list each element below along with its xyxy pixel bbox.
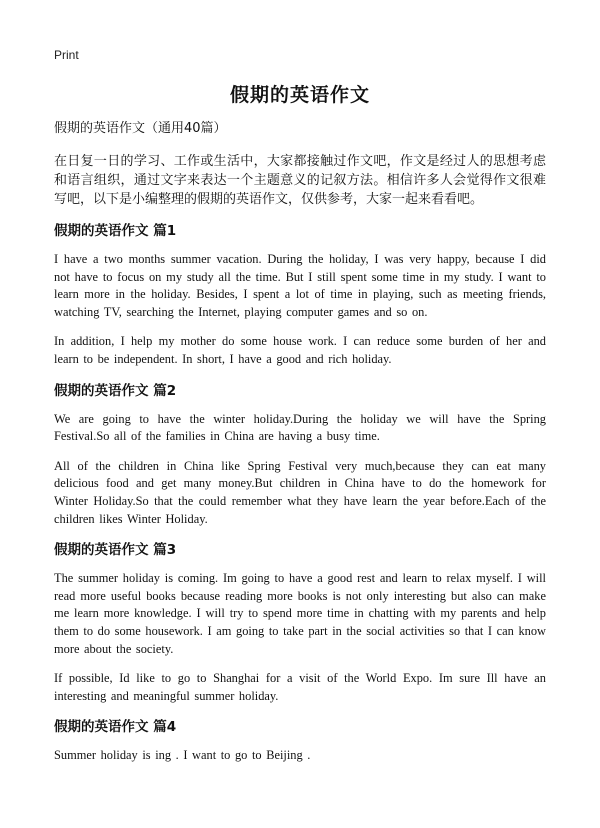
essay-section-4 bbox=[54, 717, 546, 765]
essay-paragraph: Summer holiday is ing . I want to go to Beijing . bbox=[54, 748, 311, 763]
document-subtitle: 假期的英语作文（通用40篇） bbox=[54, 121, 227, 136]
essay-paragraph: We are going to have the winter holiday.During the holiday we will have the Spring Festival.So all of the families in China are having a busy time. bbox=[54, 411, 546, 444]
essay-section-2 bbox=[54, 381, 546, 529]
document-body bbox=[54, 120, 546, 777]
essay-paragraph: The summer holiday is coming. Im going to have a good rest and learn to relax myself. I will read more useful books because reading more books is not only interesting but also can make me learn more knowledge. I will try to spend more time in chatting with my parents and help them to do some housework. I am going to take part in the social activities so that I can know more about the society. bbox=[54, 571, 546, 656]
essay-section-3 bbox=[54, 540, 546, 705]
section-heading: 假期的英语作文 篇3 bbox=[54, 542, 177, 559]
essay-paragraph: If possible, Id like to go to Shanghai for a visit of the World Expo. Im sure Ill have an interesting and meaningful summer holiday. bbox=[54, 671, 546, 703]
essay-paragraph: I have a two months summer vacation. During the holiday, I was very happy, because I did not have to focus on my study all the time. But I still spent some time in my study. I want to learn more in the holiday. Besides, I spent a lot of time in playing, such as meeting friends, watching TV, searching the Internet, playing computer games and so on. bbox=[54, 252, 546, 319]
print-link[interactable]: Print bbox=[54, 48, 79, 62]
section-heading: 假期的英语作文 篇4 bbox=[54, 719, 177, 736]
essay-paragraph: In addition, I help my mother do some house work. I can reduce some burden of her and learn to be independent. In short, I have a good and rich holiday. bbox=[54, 334, 546, 366]
page-title: 假期的英语作文 bbox=[229, 84, 370, 106]
essay-paragraph: All of the children in China like Spring Festival very much,because they can eat many delicious food and get many money.But children in China have to do the homework for Winter Holiday.So that the could remember what they have learn the year before.Each of the children likes Winter Holiday. bbox=[54, 458, 546, 526]
intro-paragraph: 在日复一日的学习、工作或生活中，大家都接触过作文吧，作文是经过人的思想考虑和语言组织，通过文字来表达一个主题意义的记叙方法。相信许多人会觉得作文很难写吧，以下是小编整理的假期的英语作文，仅供参考，大家一起来看看吧。 bbox=[54, 154, 546, 207]
essay-section-1 bbox=[54, 221, 546, 369]
section-heading: 假期的英语作文 篇1 bbox=[54, 223, 177, 239]
section-heading: 假期的英语作文 篇2 bbox=[54, 382, 177, 399]
